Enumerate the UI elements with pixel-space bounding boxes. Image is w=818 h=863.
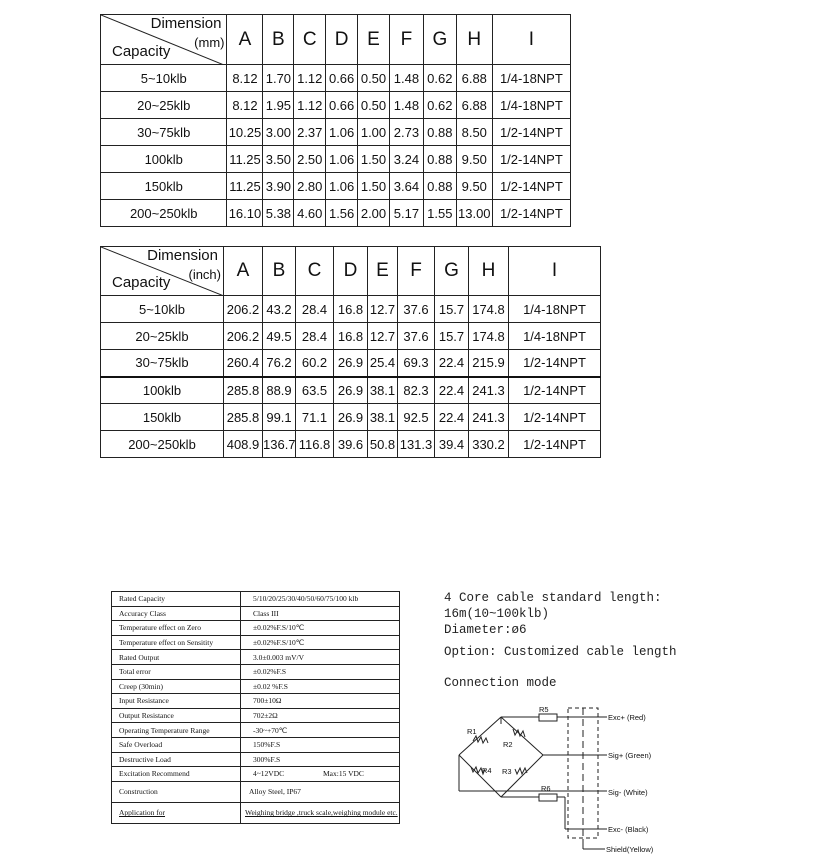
capacity-cell: 100klb (101, 377, 224, 404)
column-header: F (398, 247, 435, 296)
table-cell: 0.66 (326, 65, 358, 92)
table-cell: 43.2 (263, 296, 296, 323)
table-cell: 50.8 (368, 431, 398, 458)
table-cell: 2.50 (294, 146, 326, 173)
column-header: D (326, 15, 358, 65)
spec-row (112, 664, 400, 679)
spec-label: Rated Output (112, 650, 241, 665)
column-header: I (509, 247, 601, 296)
capacity-cell: 150klb (101, 404, 224, 431)
thread-cell: 1/2-14NPT (492, 173, 570, 200)
table-row (101, 119, 571, 146)
specification-table (111, 591, 400, 824)
spec-value-extra: Max:15 VDC (323, 769, 364, 779)
table-cell: 99.1 (263, 404, 296, 431)
capacity-cell: 200~250klb (101, 200, 227, 227)
spec-label: Temperature effect on Sensitity (112, 635, 241, 650)
table-cell: 16.8 (334, 296, 368, 323)
column-header: G (435, 247, 469, 296)
column-header: F (389, 15, 423, 65)
table-cell: 22.4 (435, 377, 469, 404)
resistor-label: R3 (502, 767, 512, 776)
resistor-label: R2 (503, 740, 513, 749)
column-header: D (334, 247, 368, 296)
capacity-cell: 5~10klb (101, 296, 224, 323)
table-cell: 5.17 (389, 200, 423, 227)
table-cell: 116.8 (296, 431, 334, 458)
table-row (101, 200, 571, 227)
table-cell: 88.9 (263, 377, 296, 404)
corner-capacity-label: Capacity (112, 274, 171, 291)
spec-label: Input Resistance (112, 694, 241, 709)
table-cell: 0.50 (358, 65, 390, 92)
table-cell: 38.1 (368, 404, 398, 431)
thread-cell: 1/2-14NPT (492, 119, 570, 146)
spec-label: Total error (112, 664, 241, 679)
column-header: I (492, 15, 570, 65)
spec-row (112, 592, 400, 607)
spec-value: ±0.02%F.S/10℃ (241, 635, 400, 650)
wire-label-exc-plus: Exc+ (Red) (608, 713, 646, 722)
table-cell: 1.06 (326, 146, 358, 173)
corner-unit-label: (mm) (194, 35, 225, 50)
table-cell: 49.5 (263, 323, 296, 350)
table-cell: 3.24 (389, 146, 423, 173)
table-cell: 9.50 (456, 146, 492, 173)
spec-value: Weighing bridge ,truck scale,weighing module etc. (241, 802, 400, 823)
corner-capacity-label: Capacity (112, 43, 171, 60)
table-cell: 71.1 (296, 404, 334, 431)
capacity-cell: 5~10klb (101, 65, 227, 92)
table-cell: 82.3 (398, 377, 435, 404)
table-row (101, 173, 571, 200)
table-cell: 8.12 (227, 65, 263, 92)
resistor-r6-symbol (539, 794, 557, 801)
spec-value: 3.0±0.003 mV/V (241, 650, 400, 665)
thread-cell: 1/4-18NPT (509, 296, 601, 323)
table-cell: 4.60 (294, 200, 326, 227)
table-cell: 1.06 (326, 173, 358, 200)
spec-row (112, 606, 400, 621)
wire-label-sig-minus: Sig- (White) (608, 788, 648, 797)
spec-row (112, 650, 400, 665)
table-cell: 22.4 (435, 404, 469, 431)
table-cell: 3.00 (263, 119, 294, 146)
table-cell: 1.12 (294, 65, 326, 92)
spec-row (112, 694, 400, 709)
column-header: C (296, 247, 334, 296)
connection-mode-title: Connection mode (444, 676, 557, 690)
table-cell: 37.6 (398, 323, 435, 350)
thread-cell: 1/2-14NPT (492, 146, 570, 173)
table-row (101, 296, 601, 323)
table-cell: 13.00 (456, 200, 492, 227)
capacity-cell: 30~75klb (101, 119, 227, 146)
spec-value: Class III (241, 606, 400, 621)
table-cell: 285.8 (224, 377, 263, 404)
table-cell: 76.2 (263, 350, 296, 377)
capacity-cell: 20~25klb (101, 323, 224, 350)
table-cell: 0.88 (423, 119, 456, 146)
spec-row (112, 767, 400, 782)
table-cell: 408.9 (224, 431, 263, 458)
spec-row (112, 802, 400, 823)
table-cell: 39.6 (334, 431, 368, 458)
spec-row (112, 781, 400, 802)
spec-value-cell (241, 767, 400, 782)
column-header: G (423, 15, 456, 65)
spec-label: Output Resistance (112, 708, 241, 723)
resistor-label: R6 (541, 784, 551, 793)
spec-label: Operating Temperature Range (112, 723, 241, 738)
thread-cell: 1/2-14NPT (509, 404, 601, 431)
capacity-cell: 20~25klb (101, 92, 227, 119)
spec-value: Alloy Steel, IP67 (241, 781, 400, 802)
table-cell: 3.50 (263, 146, 294, 173)
thread-cell: 1/2-14NPT (509, 377, 601, 404)
spec-label: Creep (30min) (112, 679, 241, 694)
table-cell: 5.38 (263, 200, 294, 227)
column-header: A (227, 15, 263, 65)
column-header: A (224, 247, 263, 296)
table-cell: 1.70 (263, 65, 294, 92)
table-row (101, 431, 601, 458)
table-cell: 11.25 (227, 146, 263, 173)
capacity-cell: 150klb (101, 173, 227, 200)
column-header: E (358, 15, 390, 65)
spec-row (112, 737, 400, 752)
capacity-cell: 100klb (101, 146, 227, 173)
spec-label: Accuracy Class (112, 606, 241, 621)
table-cell: 260.4 (224, 350, 263, 377)
table-cell: 1.50 (358, 173, 390, 200)
table-cell: 0.62 (423, 92, 456, 119)
table-cell: 12.7 (368, 296, 398, 323)
dimension-table-mm (100, 14, 571, 227)
table-cell: 38.1 (368, 377, 398, 404)
table-cell: 11.25 (227, 173, 263, 200)
column-header: H (469, 247, 509, 296)
table-cell: 241.3 (469, 404, 509, 431)
spec-label: Rated Capacity (112, 592, 241, 607)
table-cell: 28.4 (296, 296, 334, 323)
resistor-label: R1 (467, 727, 477, 736)
spec-row (112, 621, 400, 636)
table-cell: 1.56 (326, 200, 358, 227)
table-cell: 136.7 (263, 431, 296, 458)
spec-row (112, 752, 400, 767)
table-cell: 39.4 (435, 431, 469, 458)
thread-cell: 1/2-14NPT (509, 350, 601, 377)
resistor-label: R4 (482, 766, 492, 775)
table-cell: 1.55 (423, 200, 456, 227)
table-cell: 2.73 (389, 119, 423, 146)
table-cell: 1.00 (358, 119, 390, 146)
table-cell: 0.66 (326, 92, 358, 119)
cable-diameter-note: Diameter:ø6 (444, 623, 527, 637)
table-cell: 215.9 (469, 350, 509, 377)
table-cell: 174.8 (469, 323, 509, 350)
table-cell: 15.7 (435, 296, 469, 323)
table-cell: 1.06 (326, 119, 358, 146)
table-cell: 285.8 (224, 404, 263, 431)
spec-value: ±0.02%F.S/10℃ (241, 621, 400, 636)
table-row (101, 92, 571, 119)
table-cell: 241.3 (469, 377, 509, 404)
table-cell: 28.4 (296, 323, 334, 350)
dimension-table-inch (100, 246, 601, 458)
thread-cell: 1/4-18NPT (492, 92, 570, 119)
corner-header (101, 247, 224, 296)
spec-value: ±0.02%F.S (241, 664, 400, 679)
table-cell: 2.80 (294, 173, 326, 200)
thread-cell: 1/4-18NPT (492, 65, 570, 92)
table-cell: 63.5 (296, 377, 334, 404)
bridge-edge (501, 717, 543, 755)
table-row (101, 65, 571, 92)
spec-label: Temperature effect on Zero (112, 621, 241, 636)
table-cell: 8.50 (456, 119, 492, 146)
wire-label-sig-plus: Sig+ (Green) (608, 751, 652, 760)
table-cell: 22.4 (435, 350, 469, 377)
table-cell: 1.48 (389, 65, 423, 92)
spec-value: ±0.02 %F.S (241, 679, 400, 694)
spec-row (112, 723, 400, 738)
table-cell: 1.50 (358, 146, 390, 173)
table-row (101, 350, 601, 377)
table-row (101, 404, 601, 431)
table-cell: 0.88 (423, 146, 456, 173)
table-cell: 16.8 (334, 323, 368, 350)
table-cell: 3.64 (389, 173, 423, 200)
column-header: B (263, 247, 296, 296)
table-cell: 12.7 (368, 323, 398, 350)
wire-label-shield: Shield(Yellow) (606, 845, 654, 854)
table-row (101, 323, 601, 350)
thread-cell: 1/4-18NPT (509, 323, 601, 350)
spec-value: -30~+70℃ (241, 723, 400, 738)
table-cell: 2.00 (358, 200, 390, 227)
table-cell: 1.48 (389, 92, 423, 119)
spec-value: 150%F.S (241, 737, 400, 752)
table-cell: 69.3 (398, 350, 435, 377)
table-cell: 131.3 (398, 431, 435, 458)
corner-unit-label: (inch) (188, 267, 221, 282)
table-cell: 3.90 (263, 173, 294, 200)
table-cell: 8.12 (227, 92, 263, 119)
spec-row (112, 635, 400, 650)
table-cell: 60.2 (296, 350, 334, 377)
table-cell: 330.2 (469, 431, 509, 458)
resistor-label: R5 (539, 705, 549, 714)
column-header: H (456, 15, 492, 65)
table-cell: 25.4 (368, 350, 398, 377)
table-row (101, 377, 601, 404)
spec-row (112, 679, 400, 694)
table-cell: 1.12 (294, 92, 326, 119)
table-cell: 26.9 (334, 404, 368, 431)
table-cell: 0.88 (423, 173, 456, 200)
column-header: B (263, 15, 294, 65)
table-cell: 206.2 (224, 296, 263, 323)
cable-length-note: 4 Core cable standard length: (444, 591, 662, 605)
table-cell: 16.10 (227, 200, 263, 227)
table-cell: 206.2 (224, 323, 263, 350)
corner-header (101, 15, 227, 65)
spec-value: 5/10/20/25/30/40/50/60/75/100 klb (241, 592, 400, 607)
table-cell: 37.6 (398, 296, 435, 323)
spec-label: Safe Overload (112, 737, 241, 752)
spec-label: Excitation Recommend (112, 767, 241, 782)
column-header: C (294, 15, 326, 65)
thread-cell: 1/2-14NPT (509, 431, 601, 458)
corner-dimension-label: Dimension (150, 15, 222, 32)
wiring-diagram (455, 705, 675, 855)
table-cell: 26.9 (334, 350, 368, 377)
table-cell: 2.37 (294, 119, 326, 146)
table-cell: 9.50 (456, 173, 492, 200)
table-cell: 1.95 (263, 92, 294, 119)
spec-row (112, 708, 400, 723)
table-cell: 6.88 (456, 92, 492, 119)
capacity-cell: 200~250klb (101, 431, 224, 458)
spec-label: Application for (112, 802, 241, 823)
table-cell: 15.7 (435, 323, 469, 350)
column-header: E (368, 247, 398, 296)
bridge-edge (459, 717, 501, 755)
table-cell: 92.5 (398, 404, 435, 431)
cable-range-note: 16m(10~100klb) (444, 607, 550, 621)
table-row (101, 146, 571, 173)
table-cell: 6.88 (456, 65, 492, 92)
table-cell: 26.9 (334, 377, 368, 404)
table-cell: 0.62 (423, 65, 456, 92)
table-cell: 10.25 (227, 119, 263, 146)
wire-label-exc-minus: Exc- (Black) (608, 825, 649, 834)
capacity-cell: 30~75klb (101, 350, 224, 377)
spec-label: Destructive Load (112, 752, 241, 767)
spec-value: 700±10Ω (241, 694, 400, 709)
resistor-r5-symbol (539, 714, 557, 721)
customization-note: Option: Customized cable length (444, 645, 677, 659)
corner-dimension-label: Dimension (147, 247, 218, 264)
resistor-r1-symbol (473, 736, 488, 743)
spec-value: 300%F.S (241, 752, 400, 767)
spec-label: Construction (112, 781, 241, 802)
spec-value: 702±2Ω (241, 708, 400, 723)
spec-value: 4~12VDC (253, 769, 285, 779)
thread-cell: 1/2-14NPT (492, 200, 570, 227)
table-cell: 0.50 (358, 92, 390, 119)
resistor-r2-symbol (513, 729, 525, 737)
table-cell: 174.8 (469, 296, 509, 323)
